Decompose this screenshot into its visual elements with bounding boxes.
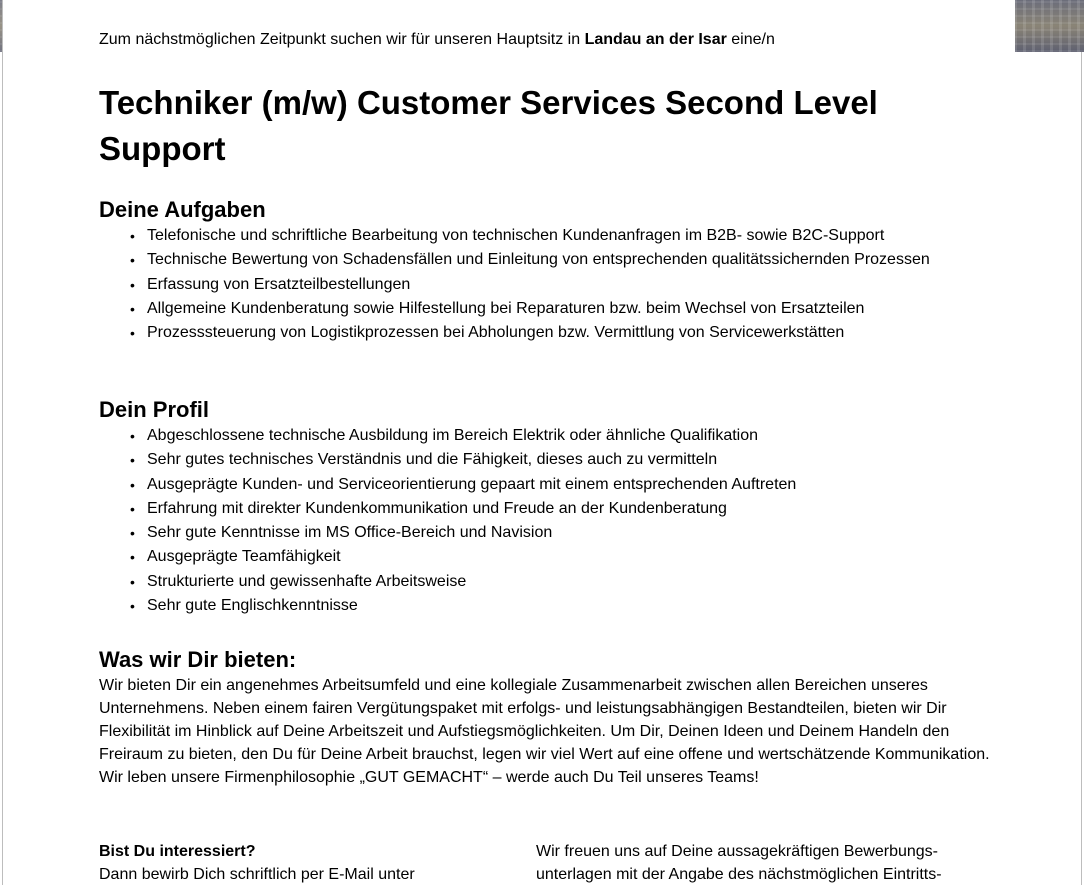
- list-item: • Telefonische und schriftliche Bearbeitung von technischen Kundenanfragen im B2B- sowie B2C-Support: [147, 224, 947, 248]
- list-item: • Prozesssteuerung von Logistikprozessen bei Abholungen bzw. Vermittlung von Servicewerkstätten: [147, 321, 947, 345]
- list-item: • Strukturierte und gewissenhafte Arbeitsweise: [147, 570, 947, 594]
- job-title: Techniker (m/w) Customer Services Second Level Support: [99, 84, 878, 167]
- section-bieten: [99, 646, 990, 789]
- section-heading-profil: Dein Profil: [99, 397, 210, 422]
- list-item: • Sehr gute Englischkenntnisse: [147, 594, 947, 618]
- bieten-paragraph: Wir bieten Dir ein angenehmes Arbeitsumfeld und eine kollegiale Zusammenarbeit zwischen allen Bereichen unseres Unternehmens. Neben einem fairen Vergütungspaket mit erfolgs- und leistungsabhängigen Bestandteilen, bieten wir Dir Flexibilität im Hinblick auf Deine Arbeitszeit und Aufstiegsmöglichkeiten. Um Dir, Deinen Ideen und Deinem Handeln den Freiraum zu bieten, den Du für Deine Arbeit brauchst, legen wir viel Wert auf eine offene und wertschätzende Kommunikation. Wir leben unsere Firmenphilosophie „GUT GEMACHT“ – werde auch Du Teil unseres Teams!: [99, 677, 990, 786]
- list-item: • Allgemeine Kundenberatung sowie Hilfestellung bei Reparaturen bzw. beim Wechsel von Ersatzteilen: [147, 297, 947, 321]
- contact-column-right: [536, 840, 996, 885]
- list-item: • Ausgeprägte Teamfähigkeit: [147, 545, 947, 569]
- intro-prefix: Zum nächstmöglichen Zeitpunkt suchen wir für unseren Hauptsitz in: [99, 31, 585, 48]
- contact-right-text: Wir freuen uns auf Deine aussagekräftigen Bewerbungs-unterlagen mit der Angabe des nächstmöglichen Eintritts-: [536, 843, 942, 883]
- intro-location: Landau an der Isar: [584, 31, 727, 48]
- list-item: • Sehr gutes technisches Verständnis und die Fähigkeit, dieses auch zu vermitteln: [147, 448, 947, 472]
- background-image-right: [1014, 0, 1084, 52]
- profil-list: [99, 424, 979, 618]
- list-item: • Ausgeprägte Kunden- und Serviceorientierung gepaart mit einem entsprechenden Auftreten: [147, 473, 947, 497]
- list-item: • Erfassung von Ersatzteilbestellungen: [147, 273, 947, 297]
- intro-line: [99, 30, 775, 50]
- list-item: • Abgeschlossene technische Ausbildung im Bereich Elektrik oder ähnliche Qualifikation: [147, 424, 947, 448]
- section-profil: [99, 396, 979, 618]
- job-posting-page: [2, 0, 1015, 885]
- list-item: • Erfahrung mit direkter Kundenkommunikation und Freude an der Kundenberatung: [147, 497, 947, 521]
- list-item: • Sehr gute Kenntnisse im MS Office-Bereich und Navision: [147, 521, 947, 545]
- contact-left-text: Dann bewirb Dich schriftlich per E-Mail unter: [99, 866, 415, 883]
- contact-heading: Bist Du interessiert?: [99, 843, 256, 860]
- contact-column-left: [99, 840, 519, 885]
- aufgaben-list: [99, 224, 979, 345]
- section-aufgaben: [99, 196, 979, 345]
- section-heading-aufgaben: Deine Aufgaben: [99, 197, 266, 222]
- intro-suffix: eine/n: [726, 31, 775, 48]
- page-edge: [1081, 52, 1082, 885]
- section-heading-bieten: Was wir Dir bieten:: [99, 647, 297, 672]
- list-item: • Technische Bewertung von Schadensfällen und Einleitung von entsprechenden qualitätssichernden Prozessen: [147, 248, 947, 272]
